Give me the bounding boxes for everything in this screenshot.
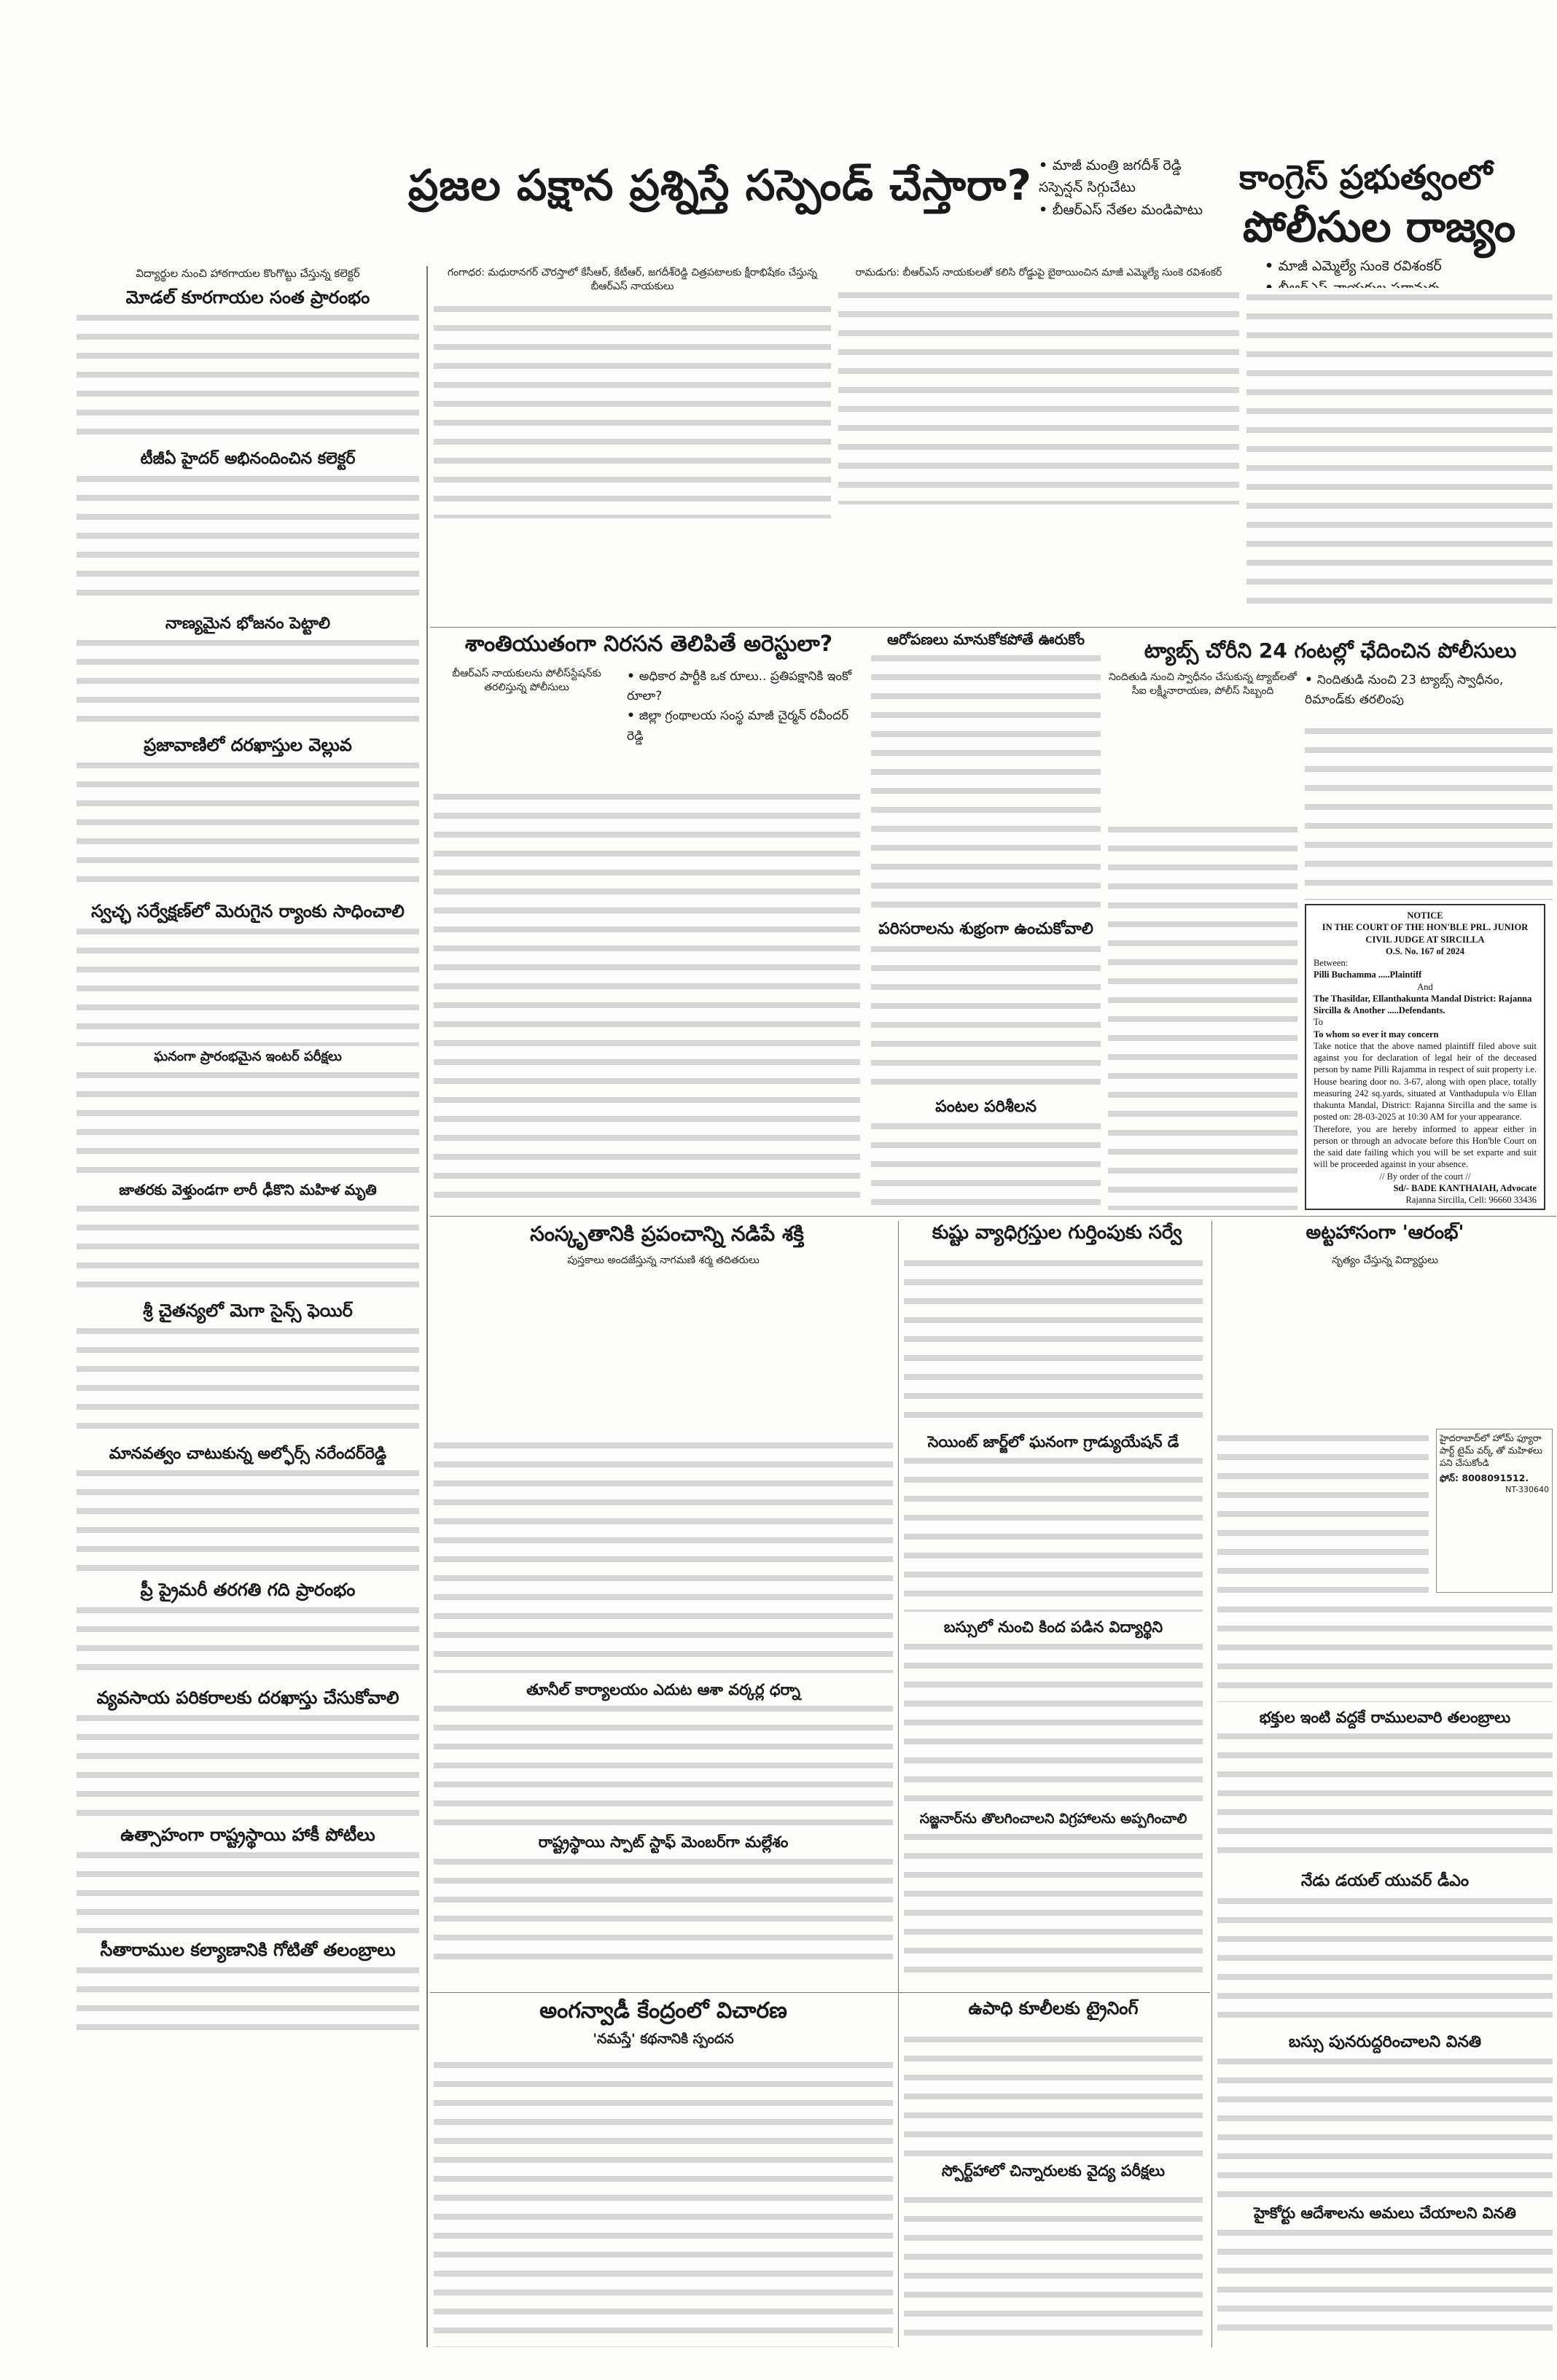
notice-defendants: The Thasildar, Ellanthakunta Mandal District: Rajanna Sircilla & Another .....Defendants. (1314, 993, 1532, 1015)
notice-plaintiff: Pilli Buchamma .....Plaintiff (1314, 969, 1422, 980)
medical-tests-story (904, 2190, 1203, 2347)
story-text (434, 1436, 893, 1673)
notice-body: Take notice that the above named plaintiff filed above suit against you for declaration of legal heir of the deceased person by name Pilli Rajamma in respect of suit property i.e. House bearing door no. 3-67, along with open place, totally measuring 242 sq.yards, situated at Vanthadupula v/o Ellan thakunta Mandal, District: Rajanna Sircilla and the same is posted on: 28-03-2025 at 10:30 AM for your appearance. (1314, 1040, 1537, 1123)
sanskrit-story (434, 1436, 893, 1673)
photo-tabs-caption: నిందితుడి నుంచి స్వాధీనం చేసుకున్న ట్యాబ్‌లతో సీఐ లక్ష్మీనారాయణ, పోలీస్‌ సిబ్బంది (1108, 671, 1298, 697)
arrests-bullets (627, 667, 860, 746)
story-text (1217, 1429, 1429, 1593)
headline-prajavani: ప్రజావాణిలో దరఖాస్తుల వెల్లువ (144, 735, 352, 756)
notice-body-2: Therefore, you are hereby informed to appear either in person or through an advocate before this Hon'ble Court on the said date failing which you will be set exparte and suit will be proceeded against in your absence. (1314, 1123, 1537, 1170)
story-text (1246, 288, 1553, 609)
story-text (77, 308, 419, 443)
story-text (1217, 2223, 1553, 2333)
notice-advocate: Sd/- BADE KANTHAIAH, Advocate (1393, 1182, 1537, 1193)
headline-allegations: ఆరోపణలు మానుకోకపోతే ఊరుకోం (886, 631, 1085, 648)
story-text (77, 756, 419, 894)
column-rule (898, 1221, 899, 2347)
headline-cleanliness: పరిసరాలను శుభ్రంగా ఉంచుకోవాలి (878, 920, 1093, 938)
photo-police-van (434, 667, 620, 776)
headline-bus-fall: బస్సులో నుంచి కింద పడిన విద్యార్థిని (943, 1618, 1163, 1636)
headline-arrests: శాంతియుతంగా నిరసన తెలిపితే అరెస్టులా? (464, 631, 833, 657)
story-text (77, 1961, 419, 2034)
story-text (1108, 820, 1298, 1210)
classified-ad-phone: ఫోన్‌: 8008091512. (1440, 1472, 1529, 1483)
headline-asha-dharna: తూనీల్‌ కార్యాలయం ఎదుట ఆశా వర్కర్ల ధర్నా (526, 1681, 800, 1698)
headline-upadhi: ఉపాధి కూలీలకు ట్రైనింగ్‌ (968, 1998, 1139, 2018)
main-headline: ప్రజల పక్షాన ప్రశ్నిస్తే సస్పెండ్‌ చేస్తారా? (408, 160, 1032, 210)
main-bullet-2: • బీఆర్‌ఎస్‌ నేతల మండిపాటు (1039, 199, 1228, 221)
photo-police-van-caption: బీఆర్‌ఎస్‌ నాయకులను పోలీస్‌స్టేషన్‌కు తరలిస్తున్న పోలీసులు (452, 668, 601, 693)
classified-ad-text: హైదరాబాద్‌లో హోమ్‌ ఫ్యూరా పార్ట్‌ టైమ్‌ వర్క్‌ తో మహిళలు పని చేసుకోండి (1440, 1432, 1542, 1468)
headline-spot-staff: రాష్ట్రస్థాయి స్పాట్‌ స్టాఫ్‌ మెంబర్‌గా మల్లేశం (538, 1833, 789, 1852)
headline-bus-restore: బస్సు పునరుద్దరించాలని వినతి (1288, 2032, 1482, 2051)
story-text (1217, 1727, 1553, 1865)
story-text (904, 2030, 1203, 2158)
story-text (434, 1852, 893, 1973)
mid-right-story (838, 266, 1239, 623)
tabs-story (1305, 722, 1553, 900)
arrests-story (434, 787, 860, 1210)
photo-dance-caption: నృత్యం చేస్తున్న విద్యార్థులు (1332, 1255, 1438, 1266)
row-divider (430, 627, 1556, 628)
story-text (77, 469, 419, 608)
story-text (838, 286, 1239, 504)
photo-cheer-caption: గంగాధర: మధురానగర్‌ చౌరస్తాలో కేసీఆర్‌, కేటీఆర్‌, జగదీశ్‌రెడ్డి చిత్రపటాలకు క్షీరాభిషేకం చేస్తున్న బీఆర్‌ఎస్‌ నాయకులు (448, 267, 817, 292)
story-text (434, 300, 831, 518)
story-text (434, 2056, 893, 2347)
headline-talambralu: సీతారాముల కల్యాణానికి గోటితో తలంబ్రాలు (100, 1940, 396, 1961)
headline-arambh: అట్టహాసంగా 'ఆరంభ్‌' (1306, 1222, 1464, 1244)
story-text (1217, 1892, 1553, 2026)
story-text (871, 1117, 1101, 1210)
tabs-bullet-1: • నిందితుడి నుంచి 23 ట్యాబ్స్‌ స్వాధీనం, రిమాండ్‌కు తరలింపు (1305, 671, 1545, 710)
photo-tabs (1108, 671, 1298, 816)
story-text (904, 1451, 1203, 1612)
subhead-inter-exams: ఘనంగా ప్రారంభమైన ఇంటర్‌ పరీక్షలు (154, 1049, 342, 1065)
tabs-bullets (1305, 671, 1545, 710)
story-text (434, 787, 860, 1210)
legal-notice (1305, 904, 1545, 1210)
headline-sajjanar: సజ్జనార్‌ను తొలగించాలని విగ్రహాలను అప్పగించాలి (919, 1810, 1187, 1827)
story-text (871, 649, 1101, 915)
notice-address: Rajanna Sircilla, Cell: 96660 33436 (1405, 1195, 1537, 1205)
story-text (434, 1699, 893, 1827)
headline-leprosy: కుష్టు వ్యాధిగ్రస్తుల గుర్తింపుకు సర్వే (932, 1222, 1182, 1244)
headline-model-market: మోడల్‌ కూరగాయల సంత ప్రారంభం (125, 287, 370, 308)
headline-lorry-accident: జాతరకు వెళ్తుండగా లారీ ఢీకొని మహిళ మృతి (119, 1180, 377, 1198)
column-rule (426, 266, 428, 2347)
row-divider (430, 1216, 1556, 1217)
lower-right-stories (1217, 1600, 1553, 2347)
headline-agri-equipment: వ్యవసాయ పరికరాలకు దరఖాస్తు చేసుకోవాలి (96, 1688, 399, 1709)
story-text (1305, 722, 1553, 900)
headline-sanskrit: సంస్కృతానికి ప్రపంచాన్ని నడిపే శక్తి (530, 1222, 804, 1246)
headline-tabs-theft: ట్యాబ్స్‌ చోరీని 24 గంటల్లో ఛేదించిన పోలీసులు (1144, 639, 1517, 663)
headline-anganwadi: అంగన్వాడీ కేంద్రంలో విచారణ (539, 1998, 787, 2024)
arrests-bullet-1: • అధికార పార్టీకి ఒక రూలు.. ప్రతిపక్షానికి ఇంకో రూలా? (627, 667, 860, 706)
headline-hockey: ఉత్సాహంగా రాష్ట్రస్థాయి హాకీ పోటీలు (120, 1825, 375, 1846)
main-bullet-1: • మాజీ మంత్రి జగదీశ్‌ రెడ్డి సస్పెన్షన్‌ సిగ్గుచేటు (1039, 155, 1228, 199)
right-headline-top: కాంగ్రెస్‌ ప్రభుత్వంలో (1239, 157, 1493, 197)
notice-to: To (1314, 1017, 1324, 1028)
headline-quality-food: నాణ్యమైన భోజనం పెట్టాలి (165, 614, 330, 633)
notice-between: Between: (1314, 958, 1349, 968)
headline-swachh: స్వచ్ఛ సర్వేక్షణ్‌లో మెరుగైన ర్యాంకు సాధించాలి (91, 901, 405, 922)
headline-crop-inspection: పంటల పరిశీలన (935, 1097, 1037, 1116)
tabs-story-continued (1108, 820, 1298, 1210)
left-column (77, 266, 419, 2347)
right-headline-bottom: పోలీసుల రాజ్యం (1243, 202, 1516, 251)
mid-left-story (434, 266, 831, 623)
story-text (77, 1322, 419, 1438)
headline-talambralu-home: భక్తుల ఇంటి వద్దకే రాములవారి తలంబ్రాలు (1259, 1709, 1511, 1726)
right-lead-story (1246, 288, 1553, 609)
headline-pre-primary: ప్రీ ప్రైమరీ తరగతి గది ప్రారంభం (140, 1580, 356, 1601)
story-text (77, 633, 419, 728)
notice-order: // By order of the court // (1379, 1171, 1471, 1182)
story-text (77, 1066, 419, 1175)
photo-protest-caption: రామడుగు: బీఆర్‌ఎస్‌ నాయకులతో కలిసి రోడ్డుపై బైఠాయించిన మాజీ ఎమ్మెల్యే సుంకె రవిశంకర్‌ (855, 267, 1222, 278)
headline-high-court: హైకోర్టు ఆదేశాలను అమలు చేయాలని వినతి (1254, 2204, 1516, 2223)
left-photo-caption: విద్యార్థుల నుంచి హాఠగాయల కొంగొట్టు చేస్తున్న కలెక్టర్‌ (136, 267, 360, 280)
lower-center-stories (904, 1432, 1203, 1986)
anganwadi-story (434, 2056, 893, 2347)
story-text (77, 1709, 419, 1818)
leprosy-story (904, 1254, 1203, 1421)
headline-collector: టీజీఏ హైదర్‌ అభినందించిన కలెక్టర్‌ (140, 450, 356, 469)
story-text (871, 940, 1101, 1093)
right-bullet-1: • మాజీ ఎమ్మెల్యే సుంకె రవిశంకర్‌ (1265, 255, 1542, 277)
headline-alphores: మానవత్వం చాటుకున్న అల్ఫోర్స్‌ నరేందర్‌రెడ్డి (109, 1444, 387, 1463)
story-text (904, 1637, 1203, 1805)
story-text (1217, 2052, 1553, 2198)
main-headline-bullets (1039, 155, 1228, 221)
upadhi-story (904, 2030, 1203, 2158)
subhead-namaste: 'నమస్తే' కథనానికి స్పందన (593, 2031, 734, 2047)
story-text (77, 1199, 419, 1294)
photo-sanskrit (434, 1254, 893, 1425)
center-column (871, 631, 1101, 1210)
headline-dial-your-dm: నేడు డయల్‌ యువర్‌ డీఎం (1300, 1872, 1470, 1891)
photo-dance (1217, 1254, 1553, 1421)
story-text (1217, 1600, 1553, 1702)
story-text (77, 922, 419, 1046)
notice-court: IN THE COURT OF THE HON'BLE PRL. JUNIOR CIVIL JUDGE AT SIRCILLA (1322, 922, 1529, 945)
classified-ad-code: NT-330640 (1505, 1484, 1549, 1494)
classified-ad (1436, 1429, 1553, 1593)
headline-science-fair: శ్రీ చైతన్యలో మెగా సైన్స్‌ ఫెయిర్ (143, 1300, 353, 1321)
notice-and: And (1417, 981, 1433, 992)
notice-case: O.S. No. 167 of 2024 (1386, 945, 1464, 956)
story-text (77, 1464, 419, 1573)
arambh-story (1217, 1429, 1429, 1593)
story-text (904, 1254, 1203, 1421)
notice-whom: To whom so ever it may concern (1314, 1029, 1439, 1039)
notice-title: NOTICE (1407, 910, 1443, 921)
lower-mid-stories (434, 1680, 893, 1986)
arrests-bullet-2: • జిల్లా గ్రంథాలయ సంస్థ మాజీ చైర్మన్‌ రవీందర్‌ రెడ్డి (627, 706, 860, 746)
row-divider (430, 1992, 1210, 1993)
column-rule (1211, 1221, 1212, 2347)
story-text (77, 1601, 419, 1681)
headline-graduation-day: సెయింట్‌ జార్జ్‌లో ఘనంగా గ్రాడ్యుయేషన్‌ డే (927, 1433, 1179, 1451)
story-text (904, 2190, 1203, 2347)
photo-sanskrit-caption: పుస్తకాలు అందజేస్తున్న నాగమణి శర్మ తదితరులు (567, 1255, 760, 1266)
story-text (77, 1846, 419, 1933)
headline-medical-tests: స్పోర్ట్‌హాలో చిన్నారులకు వైద్య పరీక్షలు (941, 2162, 1166, 2180)
story-text (904, 1827, 1203, 1973)
